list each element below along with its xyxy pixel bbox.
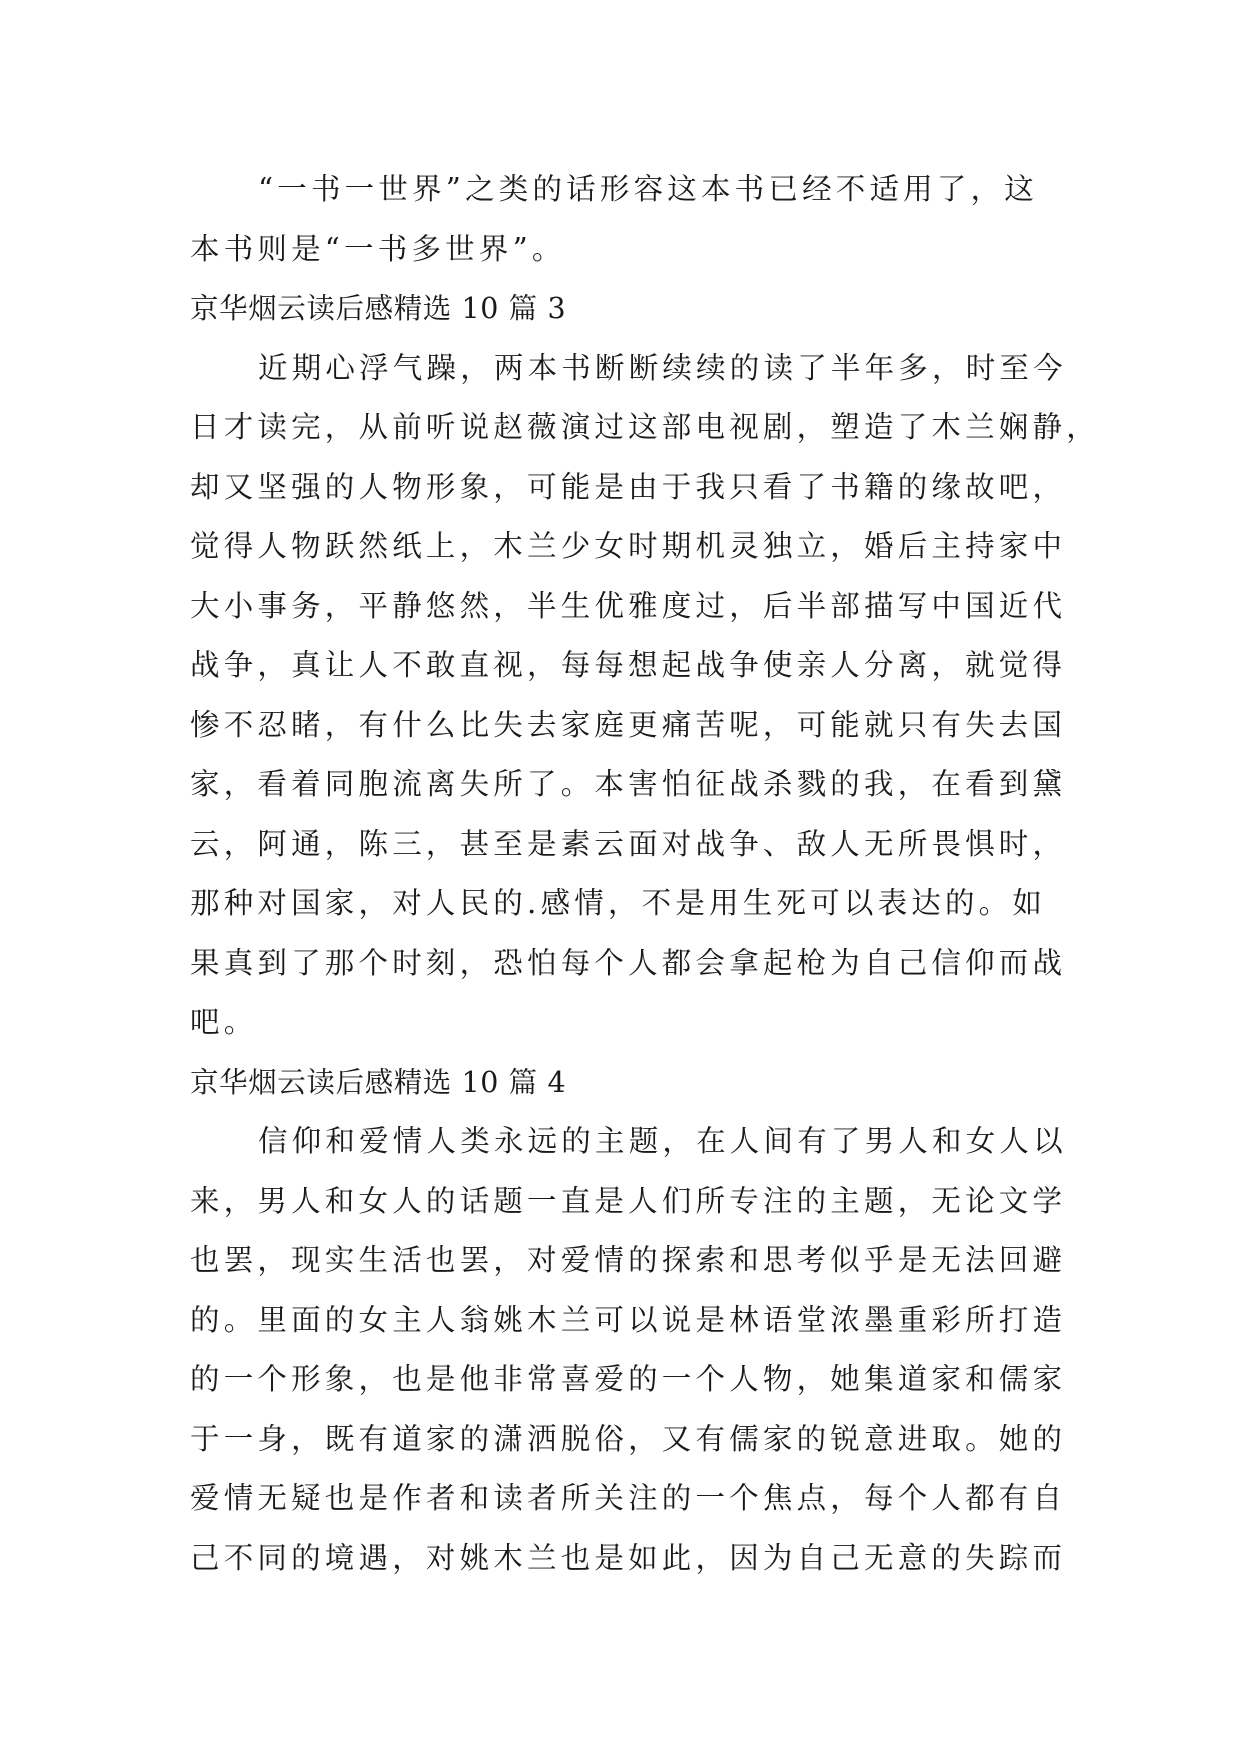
text-line: 家，看着同胞流离失所了。本害怕征战杀戮的我，在看到黛: [190, 767, 1067, 801]
text-line: 也罢，现实生活也罢，对爱情的探索和思考似乎是无法回避: [190, 1243, 1067, 1277]
document-body: [190, 160, 1100, 1588]
text-line: “一书一世界”之类的话形容这本书已经不适用了，这: [258, 172, 1038, 206]
paragraph-section-3: [190, 339, 1100, 1053]
section-heading-4: 京华烟云读后感精选 10 篇 4: [190, 1065, 567, 1099]
text-line: 的。里面的女主人翁姚木兰可以说是林语堂浓墨重彩所打造: [190, 1302, 1067, 1337]
text-line: 信仰和爱情人类永远的主题，在人间有了男人和女人以: [258, 1124, 1067, 1158]
text-line: 大小事务，平静悠然，半生优雅度过，后半部描写中国近代: [190, 588, 1067, 623]
text-line: 爱情无疑也是作者和读者所关注的一个焦点，每个人都有自: [190, 1481, 1067, 1515]
text-line: 却又坚强的人物形象，可能是由于我只看了书籍的缘故吧，: [190, 469, 1067, 504]
paragraph-intro: [190, 160, 1052, 279]
text-line: 战争，真让人不敢直视，每每想起战争使亲人分离，就觉得: [190, 648, 1067, 682]
text-line: 近期心浮气躁，两本书断断续续的读了半年多，时至今: [258, 350, 1067, 385]
text-line: 的一个形象，也是他非常喜爱的一个人物，她集道家和儒家: [190, 1362, 1067, 1396]
paragraph-section-4: [190, 1112, 1067, 1588]
text-line: 来，男人和女人的话题一直是人们所专注的主题，无论文学: [190, 1183, 1067, 1218]
text-line: 果真到了那个时刻，恐怕每个人都会拿起枪为自己信仰而战: [190, 945, 1067, 980]
text-line: 于一身，既有道家的潇洒脱俗，又有儒家的锐意进取。她的: [190, 1421, 1067, 1456]
text-line: 己不同的境遇，对姚木兰也是如此，因为自己无意的失踪而: [190, 1540, 1067, 1575]
text-line: 本书则是“一书多世界”。: [190, 231, 566, 266]
text-line: 云，阿通，陈三，甚至是素云面对战争、敌人无所畏惧时，: [190, 826, 1067, 861]
text-line: 那种对国家，对人民的.感情，不是用生死可以表达的。如: [190, 886, 1047, 920]
text-line: 日才读完，从前听说赵薇演过这部电视剧，塑造了木兰娴静，: [190, 410, 1100, 444]
section-heading-3: 京华烟云读后感精选 10 篇 3: [190, 292, 567, 325]
text-line: 惨不忍睹，有什么比失去家庭更痛苦呢，可能就只有失去国: [190, 707, 1067, 742]
text-line: 吧。: [190, 1005, 258, 1039]
text-line: 觉得人物跃然纸上，木兰少女时期机灵独立，婚后主持家中: [190, 529, 1067, 563]
